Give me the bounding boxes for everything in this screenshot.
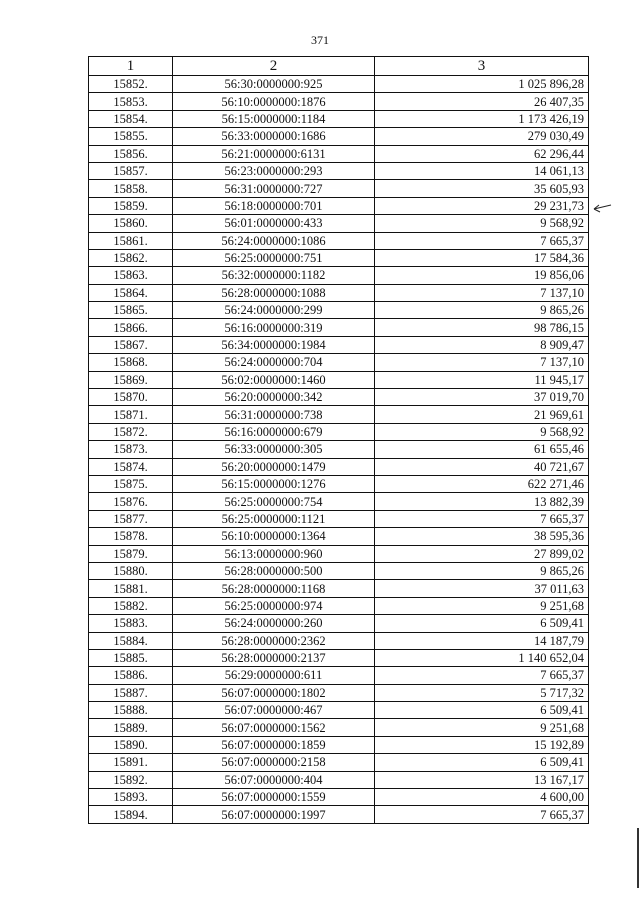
cadastral-number-cell: 56:16:0000000:679 bbox=[173, 423, 375, 440]
table-body bbox=[89, 76, 589, 824]
row-number-cell: 15877. bbox=[89, 510, 173, 527]
table-row bbox=[89, 302, 589, 319]
amount-cell: 9 865,26 bbox=[375, 562, 589, 579]
amount-cell: 62 296,44 bbox=[375, 145, 589, 162]
row-number-cell: 15892. bbox=[89, 771, 173, 788]
table-row bbox=[89, 93, 589, 110]
row-number-cell: 15859. bbox=[89, 197, 173, 214]
amount-cell: 9 568,92 bbox=[375, 215, 589, 232]
cadastral-number-cell: 56:07:0000000:2158 bbox=[173, 754, 375, 771]
row-number-cell: 15867. bbox=[89, 336, 173, 353]
table-row bbox=[89, 162, 589, 179]
table-row bbox=[89, 789, 589, 806]
cadastral-number-cell: 56:24:0000000:299 bbox=[173, 302, 375, 319]
row-number-cell: 15890. bbox=[89, 736, 173, 753]
amount-cell: 7 665,37 bbox=[375, 806, 589, 823]
cadastral-number-cell: 56:02:0000000:1460 bbox=[173, 371, 375, 388]
table-row bbox=[89, 736, 589, 753]
amount-cell: 7 137,10 bbox=[375, 284, 589, 301]
row-number-cell: 15884. bbox=[89, 632, 173, 649]
table-row bbox=[89, 684, 589, 701]
row-number-cell: 15872. bbox=[89, 423, 173, 440]
amount-cell: 622 271,46 bbox=[375, 475, 589, 492]
amount-cell: 6 509,41 bbox=[375, 615, 589, 632]
cadastral-number-cell: 56:25:0000000:751 bbox=[173, 249, 375, 266]
table-row bbox=[89, 284, 589, 301]
row-number-cell: 15858. bbox=[89, 180, 173, 197]
table-row bbox=[89, 562, 589, 579]
table-row bbox=[89, 249, 589, 266]
row-number-cell: 15853. bbox=[89, 93, 173, 110]
amount-cell: 9 251,68 bbox=[375, 597, 589, 614]
amount-cell: 40 721,67 bbox=[375, 458, 589, 475]
row-number-cell: 15865. bbox=[89, 302, 173, 319]
table-header bbox=[89, 57, 589, 76]
row-number-cell: 15873. bbox=[89, 441, 173, 458]
amount-cell: 13 167,17 bbox=[375, 771, 589, 788]
table-row bbox=[89, 632, 589, 649]
amount-cell: 7 137,10 bbox=[375, 354, 589, 371]
amount-cell: 61 655,46 bbox=[375, 441, 589, 458]
table-row bbox=[89, 215, 589, 232]
amount-cell: 8 909,47 bbox=[375, 336, 589, 353]
amount-cell: 279 030,49 bbox=[375, 128, 589, 145]
cadastral-number-cell: 56:15:0000000:1184 bbox=[173, 110, 375, 127]
amount-cell: 98 786,15 bbox=[375, 319, 589, 336]
amount-cell: 5 717,32 bbox=[375, 684, 589, 701]
cadastral-number-cell: 56:10:0000000:1364 bbox=[173, 528, 375, 545]
table-row bbox=[89, 110, 589, 127]
table-row bbox=[89, 371, 589, 388]
column-header-1: 1 bbox=[89, 57, 173, 76]
amount-cell: 1 173 426,19 bbox=[375, 110, 589, 127]
table-row bbox=[89, 232, 589, 249]
cadastral-number-cell: 56:28:0000000:1088 bbox=[173, 284, 375, 301]
row-number-cell: 15881. bbox=[89, 580, 173, 597]
row-number-cell: 15880. bbox=[89, 562, 173, 579]
cadastral-number-cell: 56:18:0000000:701 bbox=[173, 197, 375, 214]
row-number-cell: 15882. bbox=[89, 597, 173, 614]
table-row bbox=[89, 806, 589, 823]
row-number-cell: 15860. bbox=[89, 215, 173, 232]
amount-cell: 1 140 652,04 bbox=[375, 649, 589, 666]
amount-cell: 7 665,37 bbox=[375, 510, 589, 527]
cadastral-number-cell: 56:25:0000000:1121 bbox=[173, 510, 375, 527]
table-row bbox=[89, 580, 589, 597]
table-row bbox=[89, 319, 589, 336]
row-number-cell: 15852. bbox=[89, 76, 173, 93]
amount-cell: 37 019,70 bbox=[375, 389, 589, 406]
table-row bbox=[89, 771, 589, 788]
row-number-cell: 15856. bbox=[89, 145, 173, 162]
amount-cell: 9 251,68 bbox=[375, 719, 589, 736]
cadastral-number-cell: 56:32:0000000:1182 bbox=[173, 267, 375, 284]
row-number-cell: 15854. bbox=[89, 110, 173, 127]
row-number-cell: 15879. bbox=[89, 545, 173, 562]
table-row bbox=[89, 406, 589, 423]
amount-cell: 9 568,92 bbox=[375, 423, 589, 440]
amount-cell: 14 061,13 bbox=[375, 162, 589, 179]
row-number-cell: 15883. bbox=[89, 615, 173, 632]
table-row bbox=[89, 528, 589, 545]
amount-cell: 38 595,36 bbox=[375, 528, 589, 545]
cadastral-number-cell: 56:13:0000000:960 bbox=[173, 545, 375, 562]
amount-cell: 14 187,79 bbox=[375, 632, 589, 649]
row-number-cell: 15866. bbox=[89, 319, 173, 336]
row-number-cell: 15870. bbox=[89, 389, 173, 406]
page-number: 371 bbox=[311, 33, 329, 47]
amount-cell: 11 945,17 bbox=[375, 371, 589, 388]
amount-cell: 6 509,41 bbox=[375, 702, 589, 719]
handwritten-arrow-icon bbox=[590, 202, 612, 214]
table-row bbox=[89, 649, 589, 666]
row-number-cell: 15891. bbox=[89, 754, 173, 771]
amount-cell: 29 231,73 bbox=[375, 197, 589, 214]
row-number-cell: 15889. bbox=[89, 719, 173, 736]
row-number-cell: 15874. bbox=[89, 458, 173, 475]
cadastral-number-cell: 56:23:0000000:293 bbox=[173, 162, 375, 179]
table-row bbox=[89, 667, 589, 684]
row-number-cell: 15861. bbox=[89, 232, 173, 249]
table-row bbox=[89, 615, 589, 632]
cadastral-number-cell: 56:28:0000000:2362 bbox=[173, 632, 375, 649]
header-row bbox=[89, 57, 589, 76]
row-number-cell: 15894. bbox=[89, 806, 173, 823]
scan-edge-mark bbox=[637, 828, 639, 888]
cadastral-number-cell: 56:24:0000000:260 bbox=[173, 615, 375, 632]
amount-cell: 1 025 896,28 bbox=[375, 76, 589, 93]
cadastral-number-cell: 56:07:0000000:1562 bbox=[173, 719, 375, 736]
cadastral-number-cell: 56:20:0000000:1479 bbox=[173, 458, 375, 475]
row-number-cell: 15887. bbox=[89, 684, 173, 701]
table-row bbox=[89, 423, 589, 440]
column-header-2: 2 bbox=[173, 57, 375, 76]
table-row bbox=[89, 458, 589, 475]
amount-cell: 7 665,37 bbox=[375, 667, 589, 684]
row-number-cell: 15869. bbox=[89, 371, 173, 388]
amount-cell: 21 969,61 bbox=[375, 406, 589, 423]
cadastral-number-cell: 56:20:0000000:342 bbox=[173, 389, 375, 406]
row-number-cell: 15855. bbox=[89, 128, 173, 145]
row-number-cell: 15864. bbox=[89, 284, 173, 301]
cadastral-number-cell: 56:10:0000000:1876 bbox=[173, 93, 375, 110]
cadastral-number-cell: 56:31:0000000:738 bbox=[173, 406, 375, 423]
table-row bbox=[89, 180, 589, 197]
table-row bbox=[89, 128, 589, 145]
amount-cell: 9 865,26 bbox=[375, 302, 589, 319]
row-number-cell: 15875. bbox=[89, 475, 173, 492]
cadastral-number-cell: 56:25:0000000:974 bbox=[173, 597, 375, 614]
table-row bbox=[89, 441, 589, 458]
amount-cell: 19 856,06 bbox=[375, 267, 589, 284]
amount-cell: 15 192,89 bbox=[375, 736, 589, 753]
cadastral-number-cell: 56:28:0000000:2137 bbox=[173, 649, 375, 666]
cadastral-number-cell: 56:07:0000000:1802 bbox=[173, 684, 375, 701]
row-number-cell: 15871. bbox=[89, 406, 173, 423]
table-row bbox=[89, 493, 589, 510]
row-number-cell: 15886. bbox=[89, 667, 173, 684]
cadastral-number-cell: 56:29:0000000:611 bbox=[173, 667, 375, 684]
amount-cell: 13 882,39 bbox=[375, 493, 589, 510]
cadastral-number-cell: 56:30:0000000:925 bbox=[173, 76, 375, 93]
amount-cell: 7 665,37 bbox=[375, 232, 589, 249]
column-header-3: 3 bbox=[375, 57, 589, 76]
cadastral-number-cell: 56:31:0000000:727 bbox=[173, 180, 375, 197]
table-row bbox=[89, 754, 589, 771]
amount-cell: 27 899,02 bbox=[375, 545, 589, 562]
cadastral-number-cell: 56:24:0000000:1086 bbox=[173, 232, 375, 249]
amount-cell: 6 509,41 bbox=[375, 754, 589, 771]
cadastral-number-cell: 56:07:0000000:1859 bbox=[173, 736, 375, 753]
table-row bbox=[89, 719, 589, 736]
cadastral-number-cell: 56:07:0000000:1997 bbox=[173, 806, 375, 823]
row-number-cell: 15888. bbox=[89, 702, 173, 719]
row-number-cell: 15878. bbox=[89, 528, 173, 545]
row-number-cell: 15885. bbox=[89, 649, 173, 666]
row-number-cell: 15876. bbox=[89, 493, 173, 510]
table-row bbox=[89, 597, 589, 614]
table-row bbox=[89, 76, 589, 93]
table-row bbox=[89, 145, 589, 162]
cadastral-number-cell: 56:01:0000000:433 bbox=[173, 215, 375, 232]
table-row bbox=[89, 354, 589, 371]
amount-cell: 17 584,36 bbox=[375, 249, 589, 266]
table-row bbox=[89, 702, 589, 719]
amount-cell: 26 407,35 bbox=[375, 93, 589, 110]
cadastral-number-cell: 56:33:0000000:305 bbox=[173, 441, 375, 458]
cadastral-number-cell: 56:34:0000000:1984 bbox=[173, 336, 375, 353]
amount-cell: 37 011,63 bbox=[375, 580, 589, 597]
cadastral-number-cell: 56:07:0000000:467 bbox=[173, 702, 375, 719]
cadastral-number-cell: 56:07:0000000:1559 bbox=[173, 789, 375, 806]
table-row bbox=[89, 389, 589, 406]
table-row bbox=[89, 545, 589, 562]
cadastral-number-cell: 56:24:0000000:704 bbox=[173, 354, 375, 371]
amount-cell: 4 600,00 bbox=[375, 789, 589, 806]
row-number-cell: 15893. bbox=[89, 789, 173, 806]
cadastral-number-cell: 56:21:0000000:6131 bbox=[173, 145, 375, 162]
row-number-cell: 15868. bbox=[89, 354, 173, 371]
cadastral-number-cell: 56:33:0000000:1686 bbox=[173, 128, 375, 145]
row-number-cell: 15857. bbox=[89, 162, 173, 179]
cadastral-number-cell: 56:15:0000000:1276 bbox=[173, 475, 375, 492]
table-row bbox=[89, 197, 589, 214]
table-row bbox=[89, 267, 589, 284]
table-row bbox=[89, 336, 589, 353]
cadastral-number-cell: 56:28:0000000:1168 bbox=[173, 580, 375, 597]
table-row bbox=[89, 510, 589, 527]
amount-cell: 35 605,93 bbox=[375, 180, 589, 197]
table-row bbox=[89, 475, 589, 492]
cadastral-number-cell: 56:28:0000000:500 bbox=[173, 562, 375, 579]
row-number-cell: 15862. bbox=[89, 249, 173, 266]
registry-table bbox=[88, 56, 589, 824]
cadastral-number-cell: 56:16:0000000:319 bbox=[173, 319, 375, 336]
row-number-cell: 15863. bbox=[89, 267, 173, 284]
cadastral-number-cell: 56:07:0000000:404 bbox=[173, 771, 375, 788]
cadastral-number-cell: 56:25:0000000:754 bbox=[173, 493, 375, 510]
